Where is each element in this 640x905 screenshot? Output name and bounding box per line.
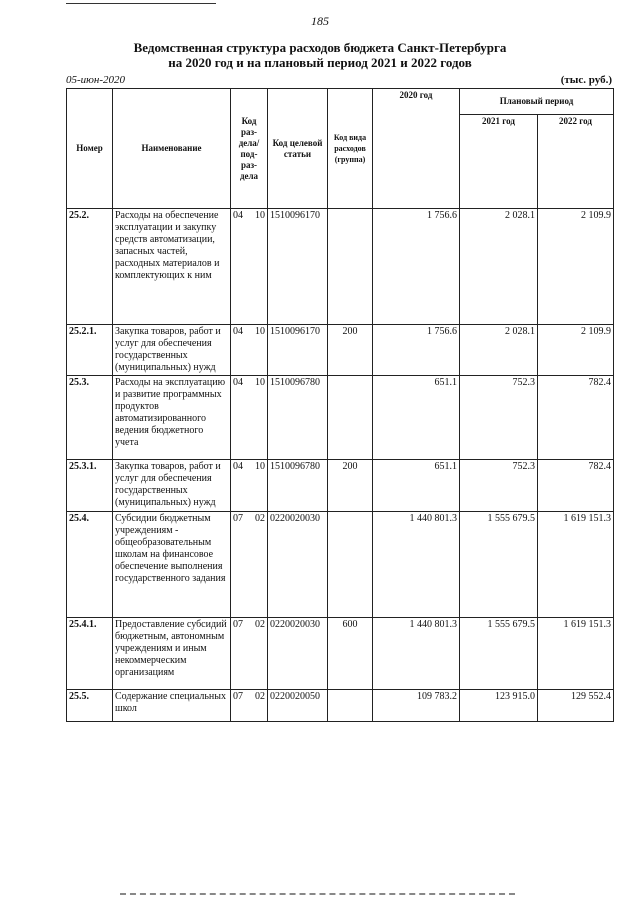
row-number: 25.3.1. xyxy=(67,460,113,512)
row-value-2022: 2 109.9 xyxy=(538,209,614,325)
table-body xyxy=(67,209,614,722)
page-number: 185 xyxy=(311,14,329,28)
header-2022: 2022 год xyxy=(538,115,614,209)
row-section-code: 04 xyxy=(233,377,243,388)
row-name: Расходы на эксплуатацию и развитие программных продуктов автоматизированного ведения бюджетного учета xyxy=(113,376,231,460)
row-expense-type xyxy=(328,209,373,325)
row-value-2020: 109 783.2 xyxy=(373,690,460,722)
header-plan-period: Плановый период xyxy=(460,89,614,115)
row-section-code: 04 xyxy=(233,210,243,221)
budget-table-wrapper xyxy=(66,88,613,722)
table-row xyxy=(67,512,614,618)
row-value-2021: 1 555 679.5 xyxy=(460,618,538,690)
table-row xyxy=(67,618,614,690)
row-name: Расходы на обеспечение эксплуатации и закупку средств автоматизации, запасных частей, расходных материалов и комплектующих к ним xyxy=(113,209,231,325)
header-section: Код раз-дела/ под-раз-дела xyxy=(231,89,268,209)
row-section xyxy=(231,209,268,325)
row-subsection-code: 10 xyxy=(255,377,265,388)
row-value-2020: 1 440 801.3 xyxy=(373,618,460,690)
header-name: Наименование xyxy=(113,89,231,209)
row-section xyxy=(231,460,268,512)
row-expense-type xyxy=(328,376,373,460)
row-subsection-code: 02 xyxy=(255,513,265,524)
row-name: Содержание специальных школ xyxy=(113,690,231,722)
title-line-2: на 2020 год и на плановый период 2021 и 2022 годов xyxy=(168,55,472,70)
row-value-2020: 1 756.6 xyxy=(373,325,460,376)
row-number: 25.4. xyxy=(67,512,113,618)
row-subsection-code: 10 xyxy=(255,210,265,221)
row-name: Закупка товаров, работ и услуг для обеспечения государственных (муниципальных) нужд xyxy=(113,460,231,512)
row-value-2022: 782.4 xyxy=(538,460,614,512)
header-number: Номер xyxy=(67,89,113,209)
row-value-2020: 651.1 xyxy=(373,460,460,512)
row-target-code: 0220020030 xyxy=(268,618,328,690)
row-value-2021: 752.3 xyxy=(460,376,538,460)
bottom-rule xyxy=(120,893,515,895)
row-number: 25.3. xyxy=(67,376,113,460)
header-target: Код целевой статьи xyxy=(268,89,328,209)
row-section-code: 07 xyxy=(233,619,243,630)
row-expense-type: 200 xyxy=(328,460,373,512)
document-date: 05-июн-2020 xyxy=(66,74,126,86)
header-2020: 2020 год xyxy=(373,89,460,209)
row-target-code: 1510096170 xyxy=(268,325,328,376)
row-section xyxy=(231,376,268,460)
row-value-2020: 1 440 801.3 xyxy=(373,512,460,618)
row-section-code: 04 xyxy=(233,326,243,337)
row-section xyxy=(231,512,268,618)
row-target-code: 1510096780 xyxy=(268,376,328,460)
row-value-2022: 1 619 151.3 xyxy=(538,618,614,690)
row-value-2020: 1 756.6 xyxy=(373,209,460,325)
row-number: 25.5. xyxy=(67,690,113,722)
row-name: Предоставление субсидий бюджетным, автономным учреждениям и иным некоммерческим организациям xyxy=(113,618,231,690)
row-section-code: 07 xyxy=(233,691,243,702)
table-row xyxy=(67,460,614,512)
row-section-code: 04 xyxy=(233,461,243,472)
row-value-2020: 651.1 xyxy=(373,376,460,460)
table-row xyxy=(67,690,614,722)
row-target-code: 1510096780 xyxy=(268,460,328,512)
row-expense-type: 600 xyxy=(328,618,373,690)
row-subsection-code: 10 xyxy=(255,461,265,472)
row-section xyxy=(231,618,268,690)
row-value-2021: 752.3 xyxy=(460,460,538,512)
row-number: 25.4.1. xyxy=(67,618,113,690)
row-value-2021: 123 915.0 xyxy=(460,690,538,722)
row-target-code: 1510096170 xyxy=(268,209,328,325)
row-section-code: 07 xyxy=(233,513,243,524)
row-value-2022: 782.4 xyxy=(538,376,614,460)
row-expense-type xyxy=(328,512,373,618)
row-value-2022: 129 552.4 xyxy=(538,690,614,722)
table-row xyxy=(67,325,614,376)
row-target-code: 0220020030 xyxy=(268,512,328,618)
row-value-2022: 1 619 151.3 xyxy=(538,512,614,618)
budget-table xyxy=(66,88,614,722)
row-section xyxy=(231,690,268,722)
row-value-2021: 2 028.1 xyxy=(460,325,538,376)
table-row xyxy=(67,209,614,325)
units-label: (тыс. руб.) xyxy=(560,74,612,86)
row-value-2021: 1 555 679.5 xyxy=(460,512,538,618)
row-value-2021: 2 028.1 xyxy=(460,209,538,325)
row-subsection-code: 10 xyxy=(255,326,265,337)
row-number: 25.2.1. xyxy=(67,325,113,376)
title-line-1: Ведомственная структура расходов бюджета Санкт-Петербурга xyxy=(133,40,507,55)
row-subsection-code: 02 xyxy=(255,691,265,702)
row-subsection-code: 02 xyxy=(255,619,265,630)
row-name: Закупка товаров, работ и услуг для обеспечения государственных (муниципальных) нужд xyxy=(113,325,231,376)
row-name: Субсидии бюджетным учреждениям - общеобразовательным школам на финансовое обеспечение выполнения государственного задания xyxy=(113,512,231,618)
header-2021: 2021 год xyxy=(460,115,538,209)
row-value-2022: 2 109.9 xyxy=(538,325,614,376)
row-section xyxy=(231,325,268,376)
row-number: 25.2. xyxy=(67,209,113,325)
top-rule xyxy=(66,3,216,4)
header-expense-type: Код вида расходов (группа) xyxy=(328,89,373,209)
row-target-code: 0220020050 xyxy=(268,690,328,722)
table-row xyxy=(67,376,614,460)
document-title xyxy=(0,40,640,70)
row-expense-type xyxy=(328,690,373,722)
row-expense-type: 200 xyxy=(328,325,373,376)
